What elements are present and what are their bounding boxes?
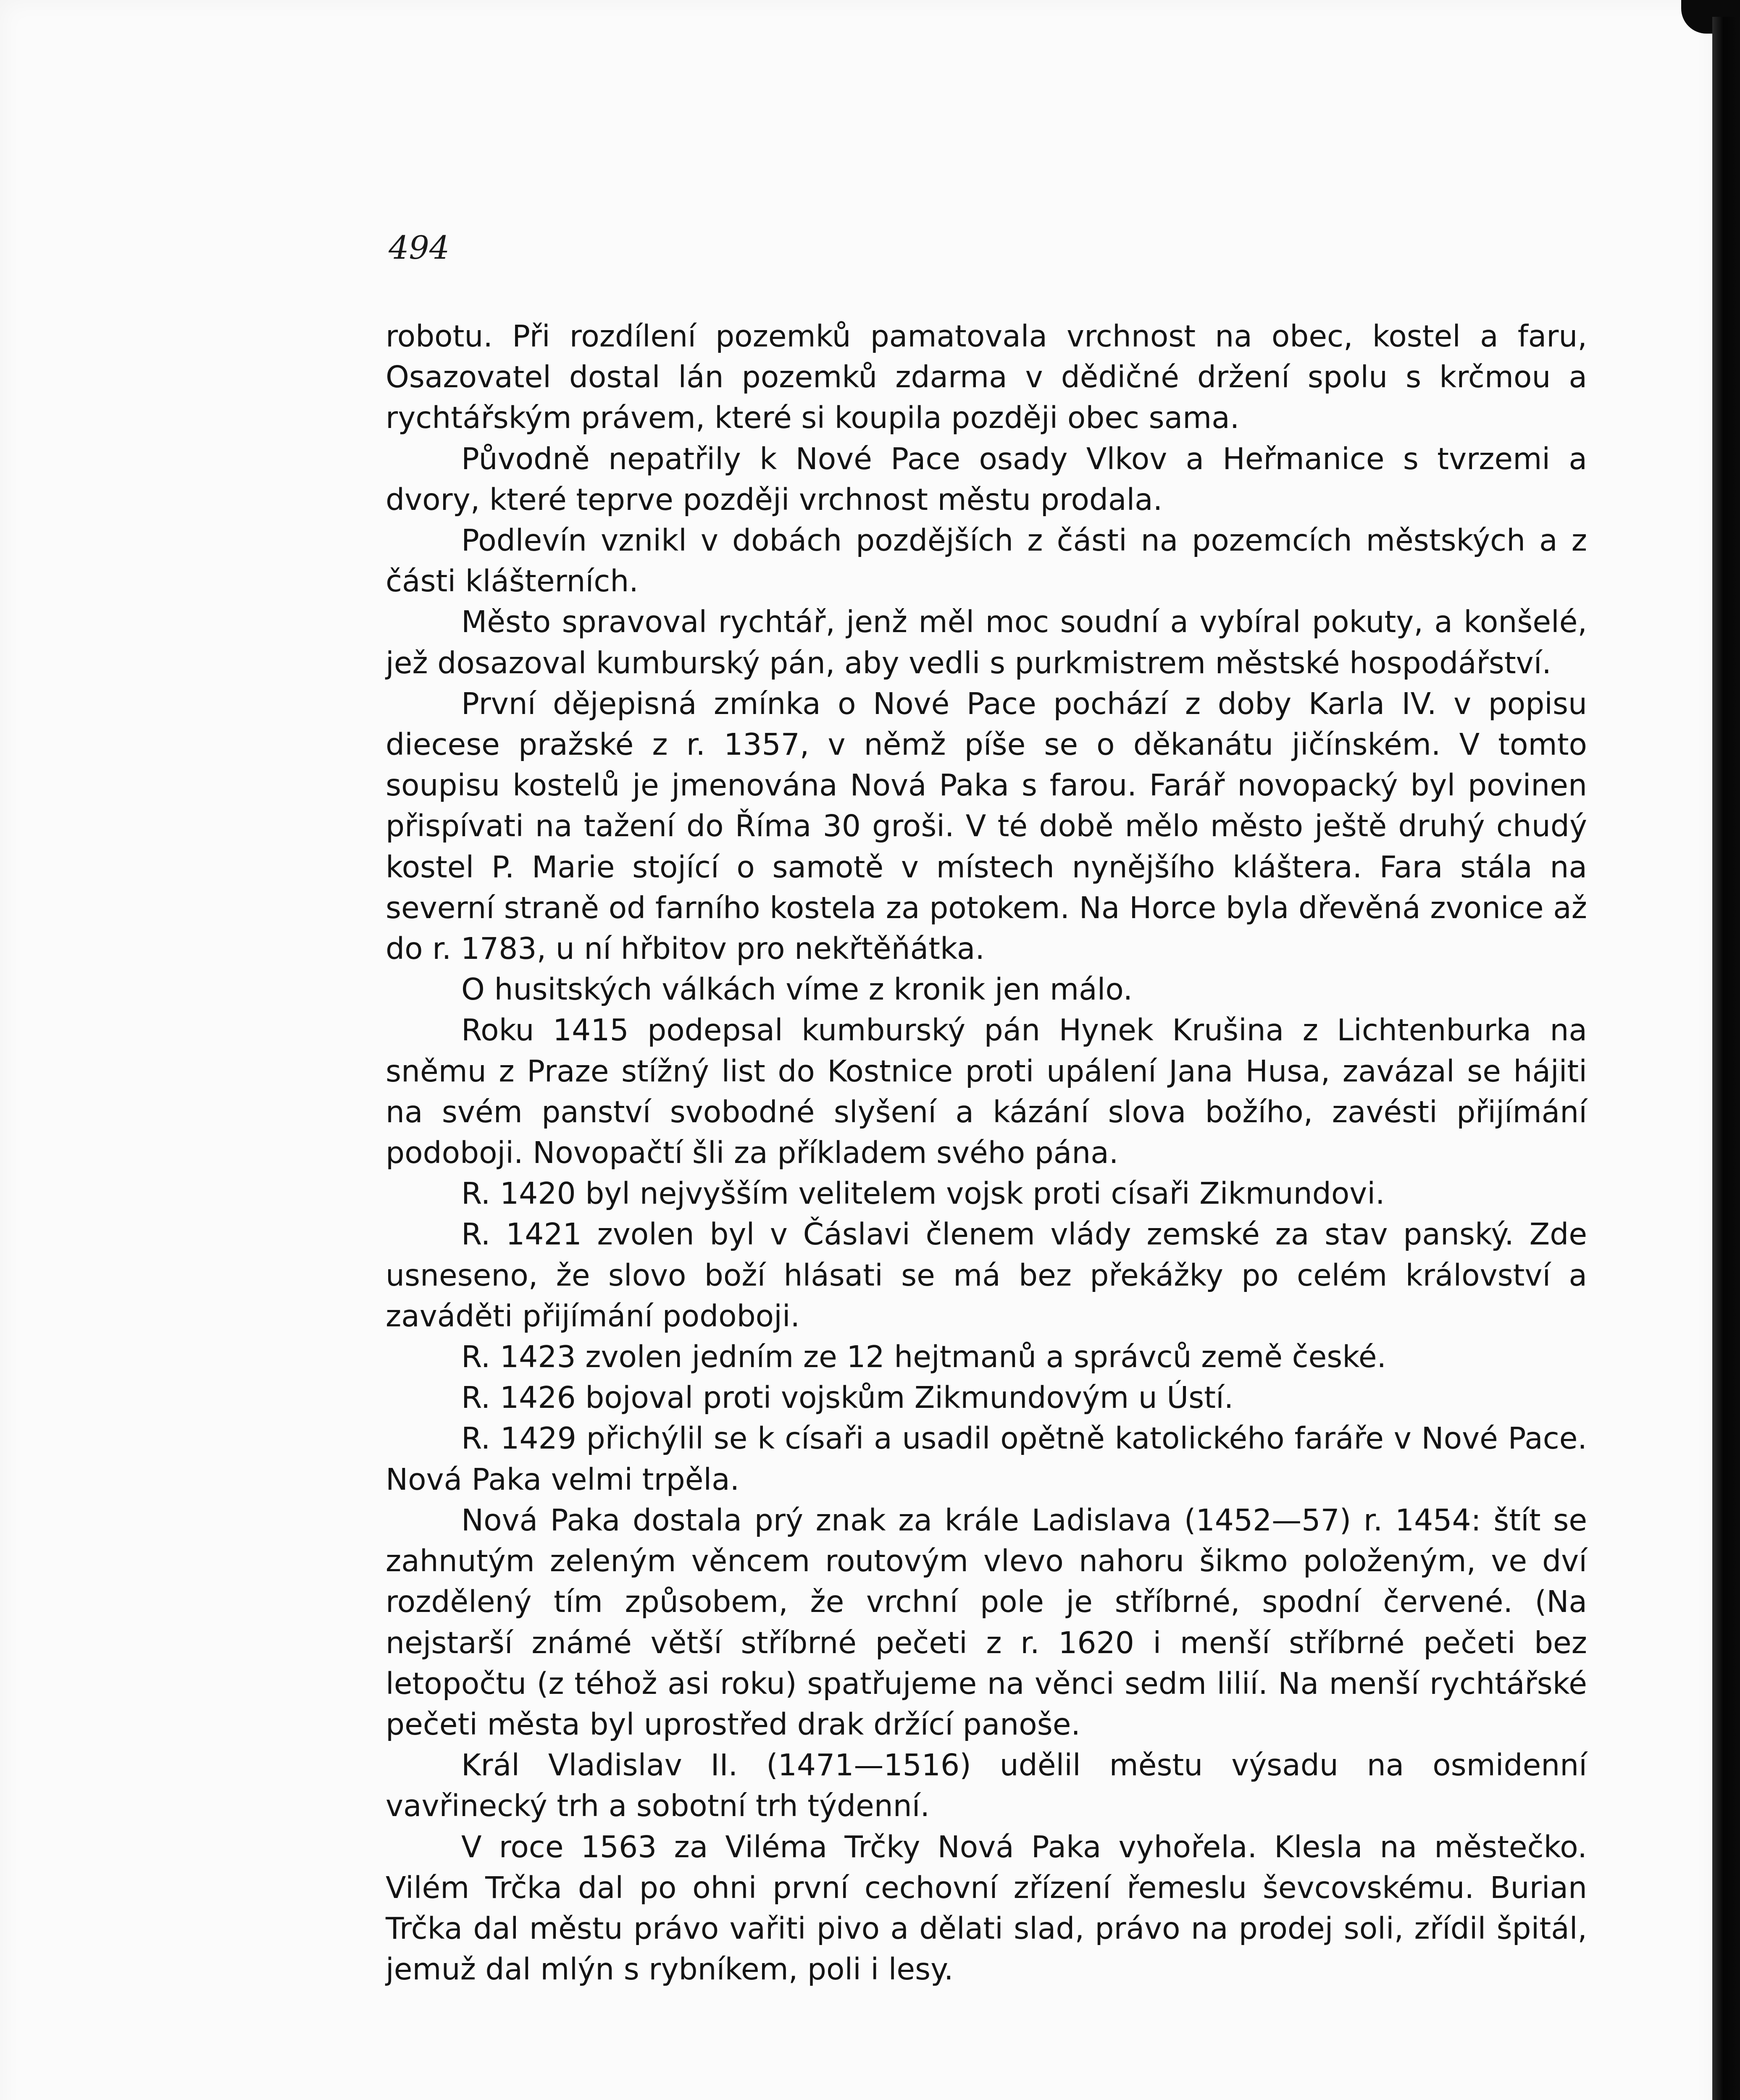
- page-number: 494: [389, 229, 450, 266]
- paragraph-4: Město spravoval rychtář, jenž měl moc soudní a vybíral pokuty, a konšelé, jež dosazoval kumburský pán, aby vedli s purkmistrem městské hospodářství.: [386, 604, 1587, 680]
- paragraph-14: Král Vladislav II. (1471—1516) udělil městu výsadu na osmidenní vavřinecký trh a sobotní trh týdenní.: [386, 1748, 1587, 1824]
- paragraph-3: Podlevín vznikl v dobách pozdějších z části na pozemcích městských a z části klášterních.: [386, 523, 1587, 599]
- paragraph-1: robotu. Při rozdílení pozemků pamatovala vrchnost na obec, kostel a faru, Osazovatel dostal lán pozemků zdarma v dědičné držení spolu s krčmou a rychtářským právem, které si koupila později obec sama.: [386, 319, 1587, 436]
- scan-edge-bar: [1712, 17, 1740, 2100]
- paragraph-15: V roce 1563 za Viléma Trčky Nová Paka vyhořela. Klesla na městečko. Vilém Trčka dal po ohni první cechovní zřízení řemeslu ševcovskému. Burian Trčka dal městu právo vařiti pivo a dělati slad, právo na prodej soli, zřídil špitál, jemuž dal mlýn s rybníkem, poli i lesy.: [386, 1829, 1587, 1987]
- paragraph-2: Původně nepatřily k Nové Pace osady Vlkov a Heřmanice s tvrzemi a dvory, které teprve později vrchnost městu prodala.: [386, 441, 1587, 517]
- paragraph-7: Roku 1415 podepsal kumburský pán Hynek Krušina z Lichtenburka na sněmu z Praze stížný list do Kostnice proti upálení Jana Husa, zavázal se hájiti na svém panství svobodné slyšení a kázání slova božího, zavésti přijímání podoboji. Novopačtí šli za příkladem svého pána.: [386, 1013, 1587, 1171]
- paragraph-8: R. 1420 byl nejvyšším velitelem vojsk proti císaři Zikmundovi.: [461, 1176, 1385, 1211]
- body-text: [386, 316, 1587, 1990]
- paragraph-9: R. 1421 zvolen byl v Čáslavi členem vlády zemské za stav panský. Zde usneseno, že slovo boží hlásati se má bez překážky po celém království a zaváděti přijímání podoboji.: [386, 1217, 1587, 1334]
- paragraph-5: První dějepisná zmínka o Nové Pace pochází z doby Karla IV. v popisu diecese pražské z r. 1357, v němž píše se o děkanátu jičínském. V tomto soupisu kostelů je jmenována Nová Paka s farou. Farář novopacký byl povinen přispívati na tažení do Říma 30 groši. V té době mělo město ještě druhý chudý kostel P. Marie stojící o samotě v místech nynějšího kláštera. Fara stála na severní straně od farního kostela za potokem. Na Horce byla dřevěná zvonice až do r. 1783, u ní hřbitov pro nekřtěňátka.: [386, 686, 1587, 966]
- paragraph-12: R. 1429 přichýlil se k císaři a usadil opětně katolického faráře v Nové Pace. Nová Paka velmi trpěla.: [386, 1421, 1587, 1497]
- paragraph-6: O husitských válkách víme z kronik jen málo.: [461, 972, 1133, 1007]
- paragraph-13: Nová Paka dostala prý znak za krále Ladislava (1452—57) r. 1454: štít se zahnutým zeleným věncem routovým vlevo nahoru šikmo položeným, ve dví rozdělený tím způsobem, že vrchní pole je stříbrné, spodní červené. (Na nejstarší známé větší stříbrné pečeti z r. 1620 i menší stříbrné pečeti bez letopočtu (z téhož asi roku) spatřujeme na věnci sedm lilií. Na menší rychtářské pečeti města byl uprostřed drak držící panoše.: [386, 1502, 1587, 1742]
- paragraph-11: R. 1426 bojoval proti vojskům Zikmundovým u Ústí.: [461, 1380, 1234, 1415]
- paragraph-10: R. 1423 zvolen jedním ze 12 hejtmanů a správců země české.: [461, 1339, 1387, 1375]
